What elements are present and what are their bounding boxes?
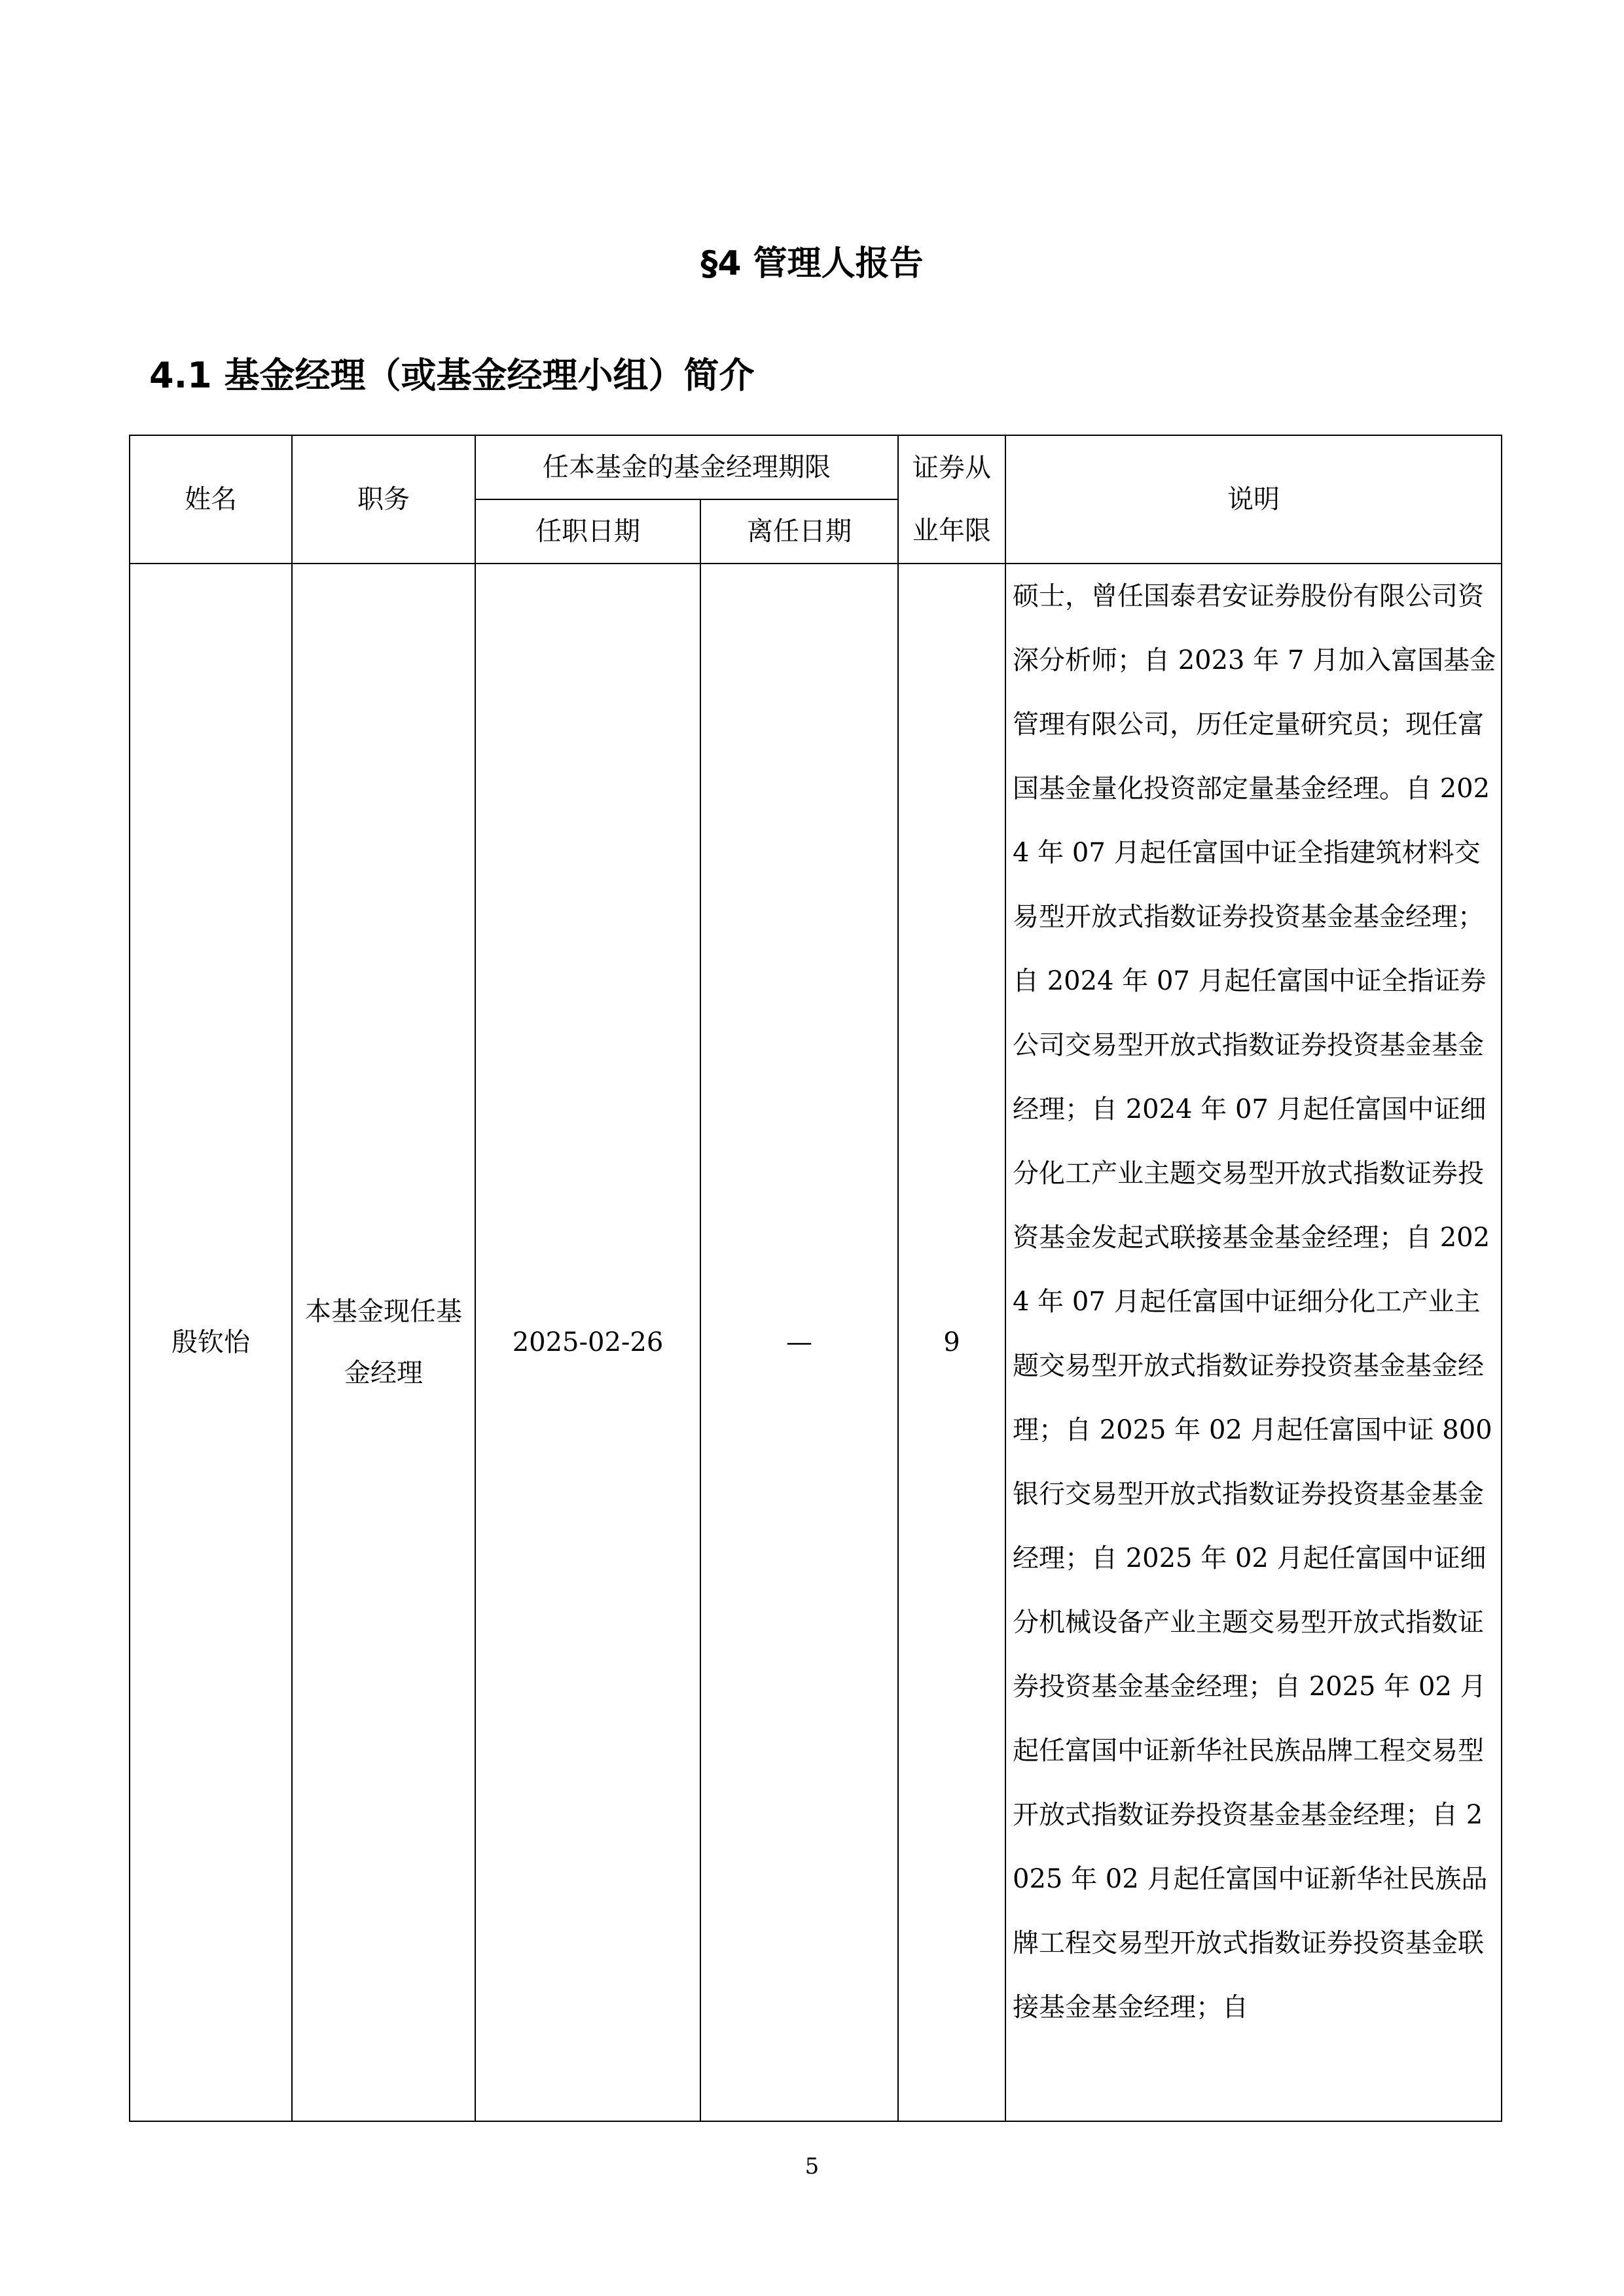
table-row (130, 564, 1502, 2121)
header-description: 说明 (1005, 435, 1502, 564)
cell-description: 硕士，曾任国泰君安证券股份有限公司资深分析师；自 2023 年 7 月加入富国基金管理有限公司，历任定量研究员；现任富国基金量化投资部定量基金经理。自 2024 年 07 月起任富国中证全指建筑材料交易型开放式指数证券投资基金基金经理；自 2024 年 07 月起任富国中证全指证券公司交易型开放式指数证券投资基金基金经理；自 2024 年 07 月起任富国中证细分化工产业主题交易型开放式指数证券投资基金发起式联接基金基金经理；自 2024 年 07 月起任富国中证细分化工产业主题交易型开放式指数证券投资基金基金经理；自 2025 年 02 月起任富国中证 800 银行交易型开放式指数证券投资基金基金经理；自 2025 年 02 月起任富国中证细分机械设备产业主题交易型开放式指数证券投资基金基金经理；自 2025 年 02 月起任富国中证新华社民族品牌工程交易型开放式指数证券投资基金基金经理；自 2025 年 02 月起任富国中证新华社民族品牌工程交易型开放式指数证券投资基金联接基金基金经理；自 (1005, 564, 1502, 2121)
cell-start-date: 2025-02-26 (475, 564, 700, 2121)
table-header-row (130, 435, 1502, 499)
header-position: 职务 (292, 435, 475, 564)
header-years: 证券从业年限 (898, 435, 1005, 564)
page-number: 5 (804, 2153, 820, 2179)
header-start-date: 任职日期 (475, 499, 700, 564)
cell-position: 本基金现任基金经理 (292, 564, 475, 2121)
header-end-date: 离任日期 (700, 499, 898, 564)
fund-manager-table (129, 435, 1502, 2122)
header-term-group: 任本基金的基金经理期限 (475, 435, 898, 499)
cell-name: 殷钦怡 (130, 564, 292, 2121)
section-title: §4 管理人报告 (700, 244, 924, 283)
subsection-title: 4.1 基金经理（或基金经理小组）简介 (149, 355, 755, 396)
cell-years: 9 (898, 564, 1005, 2121)
cell-end-date: — (700, 564, 898, 2121)
header-name: 姓名 (130, 435, 292, 564)
